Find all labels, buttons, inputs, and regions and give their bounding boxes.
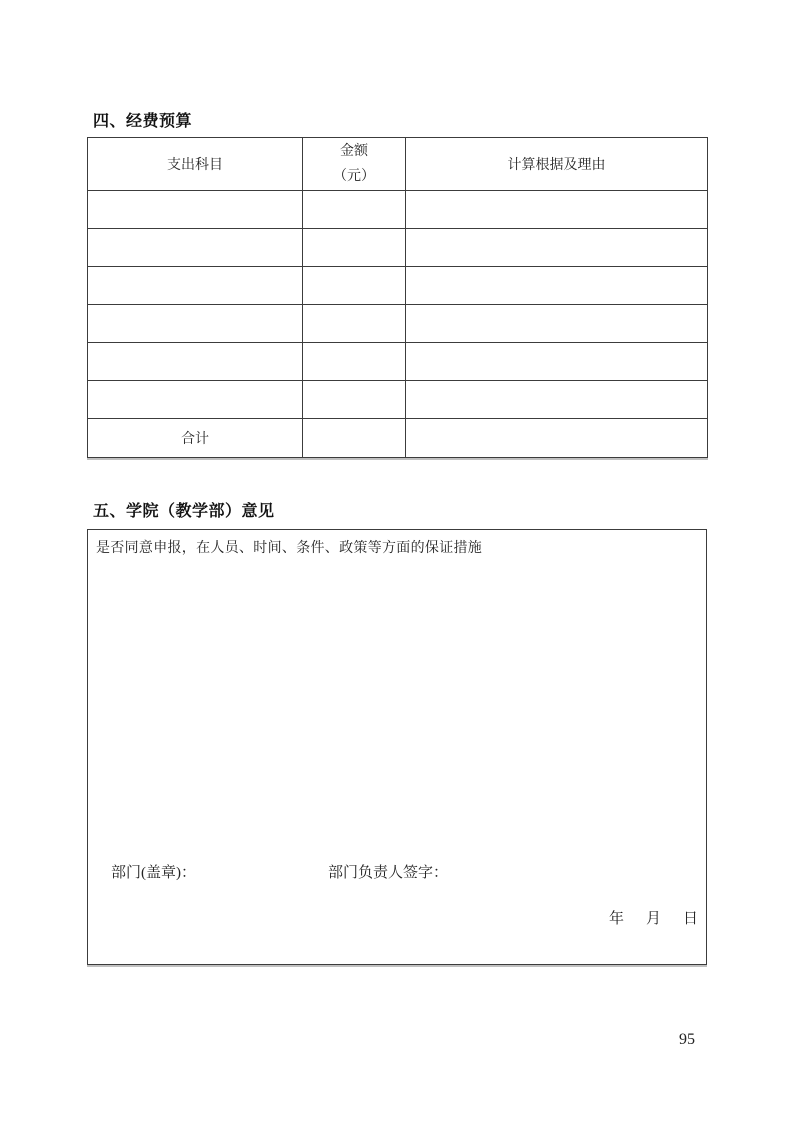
basis-cell[interactable] [406,305,708,343]
expense-item-cell[interactable] [88,267,303,305]
department-head-signature-label: 部门负责人签字： [328,865,449,881]
expense-item-cell[interactable] [88,229,303,267]
basis-cell[interactable] [406,267,708,305]
basis-cell[interactable] [406,229,708,267]
budget-empty-row [88,343,708,381]
budget-total-row [88,419,708,458]
basis-cell[interactable] [406,343,708,381]
total-amount-cell[interactable] [303,419,406,458]
budget-table-body [88,191,708,458]
header-amount-yuan [303,138,406,191]
budget-empty-row [88,191,708,229]
amount-cell[interactable] [303,267,406,305]
header-amount-line2: （元） [333,169,375,184]
opinion-section-title: 五、学院（教学部）意见 [93,503,275,520]
amount-cell[interactable] [303,191,406,229]
expense-item-cell[interactable] [88,343,303,381]
date-line [609,907,698,928]
opinion-box[interactable] [87,529,707,965]
budget-empty-row [88,381,708,419]
department-seal-label: 部门(盖章)： [111,865,196,881]
page-number: 95 [679,1031,695,1048]
date-year-label: 年 [608,911,624,927]
budget-table-header-row [88,138,708,191]
budget-empty-row [88,229,708,267]
opinion-prompt: 是否同意申报，在人员、时间、条件、政策等方面的保证措施 [96,541,483,556]
budget-table [87,137,708,458]
budget-empty-row [88,305,708,343]
budget-section-title: 四、经费预算 [93,113,193,130]
header-amount-line1: 金额 [340,144,368,159]
total-label-cell: 合计 [88,419,303,458]
expense-item-cell[interactable] [88,381,303,419]
amount-cell[interactable] [303,229,406,267]
total-basis-cell[interactable] [406,419,708,458]
header-expense-item: 支出科目 [88,138,303,191]
budget-empty-row [88,267,708,305]
header-calculation-basis: 计算根据及理由 [406,138,708,191]
basis-cell[interactable] [406,191,708,229]
basis-cell[interactable] [406,381,708,419]
date-day-label: 日 [682,911,698,927]
date-month-label: 月 [645,911,661,927]
expense-item-cell[interactable] [88,305,303,343]
amount-cell[interactable] [303,343,406,381]
amount-cell[interactable] [303,381,406,419]
expense-item-cell[interactable] [88,191,303,229]
amount-cell[interactable] [303,305,406,343]
